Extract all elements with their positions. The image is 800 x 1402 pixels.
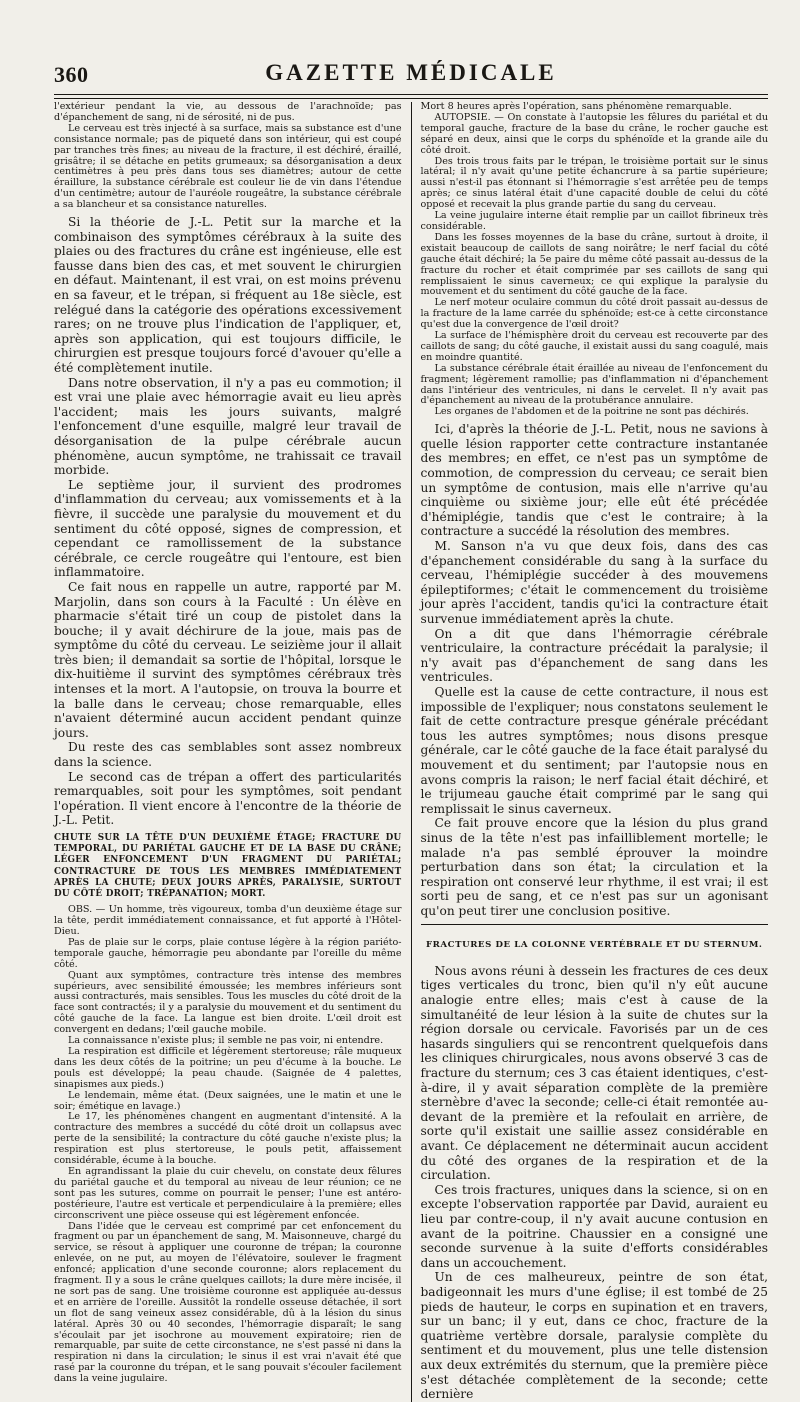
paragraph: Un de ces malheureux, peintre de son état, badigeonnait les murs d'une église; il est tombé de 25 pieds de hauteur, le corps en supination et en travers, sur un banc; il y eut, dans ce choc, fracture de la quatrième vertèbre dorsale, paralysie complète du sentiment et du mouvement, plus une telle distension aux deux extrémités du sternum, que la première pièce s'est détachée complètement de la seconde; cette dernière <box>420 1270 768 1402</box>
paragraph: Nous avons réuni à dessein les fractures de ces deux tiges verticales du tronc, bien qu'il n'y eût aucune analogie entre elles; mais c'est à cause de la simultanéité de leur lésion à la suite de chutes sur la région dorsale ou cervicale. Favorisés par un de ces hasards singuliers qui se rencontrent quelquefois dans les cliniques chirurgicales, nous avons observé 3 cas de fracture du sternum; ces 3 cas étaient identiques, c'est-à-dire, il y avait séparation complète de la première sternèbre d'avec la seconde; celle-ci était remontée au-devant de la première et la refoulait en arrière, de sorte qu'il existait une saillie assez considérable en avant. Ce déplacement ne déterminait aucun accident du côté des organes de la respiration et de la circulation. <box>420 963 768 1183</box>
paragraph: On a dit que dans l'hémorragie cérébrale ventriculaire, la contracture précédait la paralysie; il n'y avait pas d'épanchement de sang dans les ventricules. <box>420 626 768 685</box>
masthead-title: GAZETTE MÉDICALE <box>265 60 557 85</box>
paragraph: Du reste des cas semblables sont assez nombreux dans la science. <box>54 740 402 770</box>
paragraph: Dans l'idée que le cerveau est comprimé par cet enfoncement du fragment ou par un épanchement de sang, M. Maisonneuve, chargé du service, se résout à appliquer une couronne de trépan; la couronne enlevée, on ne put, au moyen de l'élévatoire, soulever le fragment enfoncé; application d'une seconde couronne; alors replacement du fragment. Il y a sous le crâne quelques caillots; la dure mère incisée, il ne sort pas de sang. Une troisième couronne est appliquée au-dessus et en arrière de l'oreille. Aussitôt la rondelle osseuse détachée, il sort un flot de sang veineux assez considérable, dû à la lésion du sinus latéral. Après 30 ou 40 secondes, l'hémorragie disparaît; le sang s'écoulait par jet isochrone au mouvement expiratoire; rien de remarquable, par suite de cette circonstance, ne s'est passé ni dans la respiration ni dans la circulation; le sinus il est vrai n'avait été que rasé par la couronne du trépan, et le sang pouvait s'écouler facilement dans la veine jugulaire. <box>54 1220 402 1385</box>
paragraph: AUTOPSIE. — On constate à l'autopsie les fêlures du pariétal et du temporal gauche, fracture de la base du crâne, le rocher gauche est séparé en deux, ainsi que le corps du sphénoïde et la grande aile du côté droit. <box>420 111 768 156</box>
paragraph: M. Sanson n'a vu que deux fois, dans des cas d'épanchement considérable du sang à la surface du cerveau, l'hémiplégie succéder à des mouvemens épileptiformes; c'était le commencement du troisième jour après l'accident, tandis qu'ici la contracture était survenue immédiatement après la chute. <box>420 539 768 626</box>
paragraph: Mort 8 heures après l'opération, sans phénomène remarquable. <box>420 101 732 112</box>
paragraph: Ici, d'après la théorie de J.-L. Petit, nous ne savions à quelle lésion rapporter cette contracture instantanée des membres; en effet, ce n'est pas un symptôme de commotion, de compression du cerveau; ce serait bien un symptôme de contusion, mais elle n'arrive qu'au cinquième ou sixième jour; elle eût été précédée d'hémiplégie, tandis que c'est le contraire; à la contracture a succédé la résolution des membres. <box>420 422 768 539</box>
paragraph: Le nerf moteur oculaire commun du côté droit passait au-dessus de la fracture de la lame carrée du sphénoïde; est-ce à cette circonstance qu'est due la convergence de l'œil droit? <box>420 297 768 331</box>
page-header <box>54 48 768 96</box>
page-number: 360 <box>54 62 89 87</box>
paragraph: Si la théorie de J.-L. Petit sur la marche et la combinaison des symptômes cérébraux à la suite des plaies ou des fractures du crâne est ingénieuse, elle est fausse dans bien des cas, et met souvent le chirurgien en défaut. Maintenant, il est vrai, on est moins prévenu en sa faveur, et le trépan, si fréquent au 18e siècle, est relégué dans la catégorie des opérations excessivement rares; on ne trouve plus l'indication de l'appliquer, et, après son application, qui est toujours difficile, le chirurgien est presque toujours forcé d'avouer qu'elle a été complètement inutile. <box>54 215 402 375</box>
paragraph: Pas de plaie sur le corps, plaie contuse légère à la région pariéto-temporale gauche, hémorragie peu abondante par l'oreille du même côté. <box>54 936 402 970</box>
paragraph: Quelle est la cause de cette contracture, il nous est impossible de l'expliquer; nous constatons seulement le fait de cette contracture presque générale précédant tous les autres symptômes; nous disons presque générale, car le côté gauche de la face était paralysé du mouvement et du sentiment; par l'autopsie nous en avons compris la raison; le nerf facial était déchiré, et le trijumeau gauche était comprimé par le sang qui remplissait le sinus caverneux. <box>420 684 768 816</box>
paragraph: Le second cas de trépan a offert des particularités remarquables, soit pour les symptômes, soit pendant l'opération. Il vient encore à l'encontre de la théorie de J.-L. Petit. <box>54 769 402 828</box>
paragraph: l'extérieur pendant la vie, au dessous de l'arachnoïde; pas d'épanchement de sang, ni de sérosité, ni de pus. <box>54 101 402 123</box>
paragraph: La connaissance n'existe plus; il semble ne pas voir, ni entendre. <box>68 1035 384 1047</box>
paragraph: Le septième jour, il survient des prodromes d'inflammation du cerveau; aux vomissements et à la fièvre, il succède une paralysie du mouvement et du sentiment du côté opposé, signes de compression, et cependant ce ramollissement de la substance cérébrale, ce cercle rougeâtre qui l'entoure, est bien inflammatoire. <box>54 477 402 580</box>
paragraph: Le cerveau est très injecté à sa surface, mais sa substance est d'une consistance normale; pas de piqueté dans son intérieur, qui est coupé par tranches très fines; au niveau de la fracture, il est déchiré, éraillé, grisâtre; il se détache en petits grumeaux; sa désorganisation a deux centimètres à peu près dans tous ses diamètres; autour de cette éraillure, la substance cérébrale est couleur lie de vin dans l'étendue d'un centimètre; autour de l'auréole rougeâtre, la substance cérébrale a sa blancheur et sa consistance naturelles. <box>54 122 402 211</box>
text-columns <box>54 102 768 1402</box>
paragraph: La surface de l'hémisphère droit du cerveau est recouverte par des caillots de sang; du côté gauche, il existait aussi du sang coagulé, mais en moindre quantité. <box>420 330 768 363</box>
paragraph: En agrandissant la plaie du cuir chevelu, on constate deux fêlures du pariétal gauche et du temporal au niveau de leur réunion; ce ne sont pas les sutures, comme on pourrait le penser; l'une est antéro-postérieure, l'autre est verticale et perpendiculaire à la première; elles circonscrivent une pièce osseuse qui est légèrement enfoncée. <box>54 1165 402 1221</box>
paragraph: Les organes de l'abdomen et de la poitrine ne sont pas déchirés. <box>434 406 749 418</box>
paragraph: Le lendemain, même état. (Deux saignées, une le matin et une le soir; émétique en lavage.) <box>54 1089 402 1112</box>
paragraph: OBS. — Un homme, très vigoureux, tomba d'un deuxième étage sur la tête, perdit immédiatement connaissance, et fut apporté à l'Hôtel-Dieu. <box>54 904 402 938</box>
case-heading: CHUTE SUR LA TÊTE D'UN DEUXIÈME ÉTAGE; FRACTURE DU TEMPORAL, DU PARIÉTAL GAUCHE ET DE LA BASE DU CRÂNE; LÉGER ENFONCEMENT D'UN FRAGMENT DU PARIÉTAL; CONTRACTURE DE TOUS LES MEMBRES IMMÉDIATEMENT APRÈS LA CHUTE; DEUX JOURS APRÈS, PARALYSIE, SURTOUT DU CÔTÉ DROIT; TRÉPANATION; MORT. <box>54 833 402 900</box>
paragraph: Dans les fosses moyennes de la base du crâne, surtout à droite, il existait beaucoup de caillots de sang noirâtre; le nerf facial du côté gauche était déchiré; la 5e paire du même côté passait au-dessus de la fracture du rocher et était comprimée par ses caillots de sang qui remplissaient le sinus caverneux; ce qui explique la paralysie du mouvement et du sentiment du côté gauche de la face. <box>420 231 768 298</box>
section-divider <box>421 924 769 925</box>
right-column <box>411 102 769 1402</box>
paragraph: Des trois trous faits par le trépan, le troisième portait sur le sinus latéral; il n'y avait qu'une petite échancrure à sa partie supérieure; aussi n'est-il pas étonnant si l'hémorragie s'est arrêtée peu de temps après; ce sinus latéral était d'une capacité double de celui du côté opposé et recevait la plus grande partie du sang du cerveau. <box>420 155 768 211</box>
paragraph: Quant aux symptômes, contracture très intense des membres supérieurs, avec sensibilité émoussée; les membres inférieurs sont aussi contracturés, mais sensibles. Tous les muscles du côté droit de la face sont contractés; il y a paralysie du mouvement et du sentiment du côté gauche de la face. La langue est bien droite. L'œil droit est convergent en dedans; l'œil gauche mobile. <box>54 969 402 1036</box>
paragraph: Ce fait nous en rappelle un autre, rapporté par M. Marjolin, dans son cours à la Faculté : Un élève en pharmacie s'était tiré un coup de pistolet dans la bouche; il y avait déchirure de la joue, mais pas de symptôme du côté du cerveau. Le seizième jour il allait très bien; il demandait sa sortie de l'hôpital, lorsque le dix-huitième il survint des symptômes cérébraux très intenses et la mort. A l'autopsie, on trouva la bourre et la balle dans le cerveau; chose remarquable, elles n'avaient déterminé aucun accident pendant quinze jours. <box>54 579 402 740</box>
paragraph: Ce fait prouve encore que la lésion du plus grand sinus de la tête n'est pas infailliblement mortelle; le malade n'a pas semblé éprouver la moindre perturbation dans son état; la circulation et la respiration ont conservé leur rhythme, il est vrai; il est sorti peu de sang, et ce n'est pas sur un agonisant qu'on peut tirer une conclusion positive. <box>420 816 768 918</box>
paragraph: Dans notre observation, il n'y a pas eu commotion; il est vrai une plaie avec hémorragie avait eu lieu après l'accident; mais les jours suivants, malgré l'enfoncement d'une esquille, malgré leur travail de désorganisation de la pulpe cérébrale aucun phénomène, aucun symptôme, ne trahissait ce travail morbide. <box>54 375 402 478</box>
paragraph: La substance cérébrale était éraillée au niveau de l'enfoncement du fragment; légèrement ramollie; pas d'inflammation ni d'épanchement dans l'intérieur des ventricules, ni dans le cervelet. Il n'y avait pas d'épanchement au niveau de la protubérance annulaire. <box>420 362 768 407</box>
header-rule <box>54 94 768 99</box>
paragraph: La respiration est difficile et légèrement stertoreuse; râle muqueux dans les deux côtés de la poitrine; un peu d'écume à la bouche. Le pouls est développé; la peau chaude. (Saignée de 4 palettes, sinapismes aux pieds.) <box>54 1046 402 1090</box>
left-column <box>54 102 411 1402</box>
paragraph: La veine jugulaire interne était remplie par un caillot fibrineux très considérable. <box>420 210 768 232</box>
paragraph: Ces trois fractures, uniques dans la science, si on en excepte l'observation rapportée par David, auraient eu lieu par contre-coup, il n'y avait aucune contusion en avant de la poitrine. Chaussier en a consigné une seconde survenue à la suite d'efforts considérables dans un accouchement. <box>420 1182 768 1270</box>
section-title: FRACTURES DE LA COLONNE VERTÉBRALE ET DU STERNUM. <box>425 940 763 951</box>
paragraph: Le 17, les phénomènes changent en augmentant d'intensité. A la contracture des membres a succédé du côté droit un collapsus avec perte de la sensibilité; la contracture du côté gauche n'existe plus; la respiration est plus stertoreuse, le pouls petit, affaissement considérable, écume à la bouche. <box>54 1111 402 1167</box>
